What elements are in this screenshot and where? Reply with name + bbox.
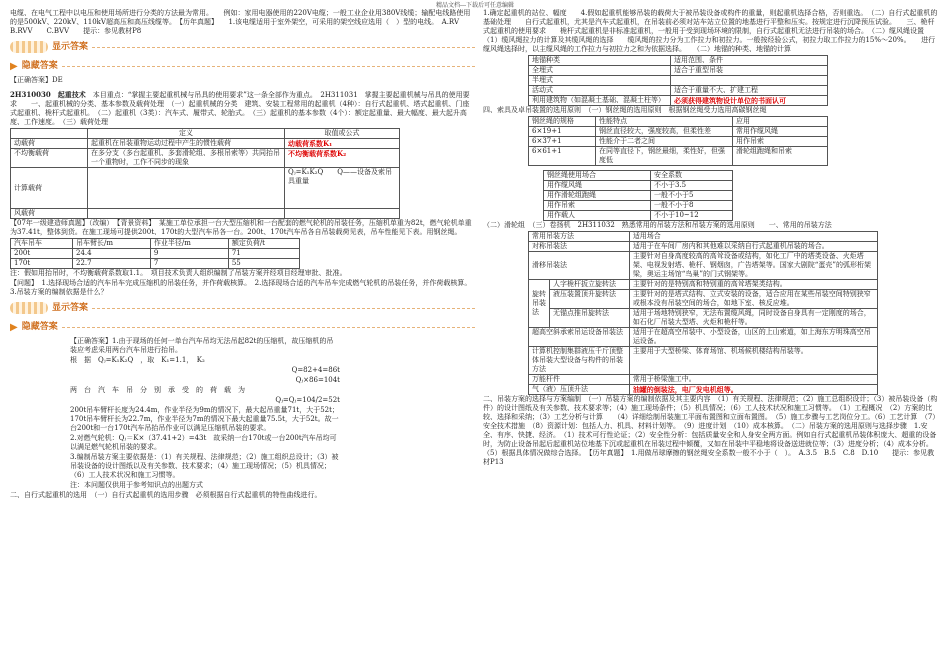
table-cell: 不小于10~12 bbox=[651, 211, 733, 221]
table-header-cell: 额定负荷/t bbox=[228, 239, 299, 249]
wire-rope-table bbox=[528, 116, 828, 166]
ornament-icon bbox=[10, 41, 48, 53]
section-paragraph bbox=[10, 90, 475, 127]
question-paragraph: 【问题】 1.选择现场合适的汽车吊车完成压缩机的吊装任务，并作荷载核算。 2.选择现场合适的汽车吊车完成燃气轮机的吊装任务，并作荷载核算。 3.吊装方案的编制依据是什么？ bbox=[10, 279, 475, 296]
crane-table bbox=[10, 238, 300, 269]
table-header-cell: 适用场合 bbox=[629, 232, 877, 242]
table-cell: 170t bbox=[11, 259, 73, 269]
case-paragraph: 【07年一级建造师真题】（改编） 【背景资料】 某施工单位承担一台大型压缩机和一台配套的燃气轮机的吊装任务，压缩机单重为82t，燃气轮机单重为37.41t，整体到货。在施工现场可提供200t、170t的大型汽车吊各一台。200t、170t汽车吊各自吊装载荷见表，吊车性能见下表。用钢丝绳。 bbox=[10, 219, 472, 236]
table-row bbox=[11, 168, 400, 209]
table-header-cell: 应用 bbox=[733, 117, 828, 127]
table-header-cell: 定义 bbox=[88, 129, 285, 139]
table-cell: 油罐的倒装法，电厂发电机组等。 bbox=[629, 385, 877, 395]
section-paragraph: （二）滑轮组 （三）卷扬机 2H311032 熟悉常用的吊装方法和吊装方案的选用原则 一、常用的吊装方法 bbox=[483, 221, 832, 229]
divider bbox=[62, 327, 475, 328]
safety-factor-table bbox=[543, 170, 733, 221]
table-cell: 主要用于大型桥梁、体育场馆、机场候机楼结构吊装等。 bbox=[629, 347, 877, 375]
table-header-cell: 取值或公式 bbox=[285, 129, 400, 139]
table-row bbox=[529, 76, 828, 86]
table-row bbox=[11, 209, 400, 219]
table-header-cell: 性能特点 bbox=[596, 117, 733, 127]
table-cell: 不均衡载荷系数K₂ bbox=[285, 149, 400, 168]
table-cell: 71 bbox=[228, 249, 299, 259]
table-row bbox=[529, 375, 878, 385]
right-column bbox=[483, 9, 938, 468]
table-cell: 适合于重量不大、扩建工程 bbox=[671, 86, 828, 96]
table-cell: 活动式 bbox=[529, 86, 671, 96]
table-header-row bbox=[11, 129, 400, 139]
table-cell: 适用于在车间厂房内和其他难以采纳自行式起重机吊装的场合。 bbox=[629, 242, 877, 252]
answer-line: 【正确答案】1.由于现场的任何一单台汽车吊均无法吊起82t的压缩机，故压缩机的吊装应考虑采用两台汽车吊进行抬吊。 bbox=[70, 337, 334, 354]
section-body: 本目重点：“掌握主要起重机械与吊具的使用要求”这一条全部作为重点。 2H311031 掌握主要起重机械与吊具的使用要求 一、起重机械的分类、基本参数及载荷处理 （一）起重机械的分类 建筑、安装工程常用的起重机（4种）：自行式起重机、塔式起重机、门座式起重机、桅杆式起重机。 （二）起重机（3类）：汽车式、履带式、轮胎式。 （三）起重机的基本参数（4个）：额定起重量、最大幅度、最大起升高度、工作速度。 （三）载荷处理 bbox=[10, 91, 470, 126]
table-row bbox=[544, 201, 733, 211]
section-paragraph: 四、索具及卓吊装置的选用原则 （一）钢丝绳的选用原则 根据钢丝绳受力选用高碳钢丝绳 bbox=[483, 106, 767, 114]
hide-answer-banner[interactable] bbox=[10, 58, 475, 74]
table-header-row bbox=[529, 56, 828, 66]
table-header-cell: 吊车臂长/m bbox=[72, 239, 150, 249]
table-cell: Qⱼ=K₁K₂Q Q——设备及索吊具重量 bbox=[285, 168, 400, 209]
left-column bbox=[10, 9, 475, 501]
table-row bbox=[529, 137, 828, 147]
answer-block bbox=[10, 337, 340, 490]
table-cell: 用作吊索 bbox=[544, 201, 651, 211]
table-cell: 半埋式 bbox=[529, 76, 671, 86]
section-paragraph: 二、自行式起重机的选用 （一）自行式起重机的选用步骤 必须根据自行式起重机的特性曲线进行。 bbox=[10, 491, 322, 499]
table-header-cell: 汽车吊车 bbox=[11, 239, 73, 249]
table-row bbox=[529, 252, 878, 280]
table-cell: 对称吊装法 bbox=[529, 242, 630, 252]
table-cell: 气（液）压顶升法 bbox=[529, 385, 630, 395]
table-cell: 不小于3.5 bbox=[651, 181, 733, 191]
table-cell: 主要针对自身高度较高的高耸设备或结构，如化工厂中的塔类设备、火炬塔架、电视发射塔、桅杆、钢烟囱，广告塔架等。国家大剧院“蛋壳”的弧形桁架梁，奥运主场馆“鸟巢”的门式钢架等。 bbox=[629, 252, 877, 280]
table-cell: 用作吊索 bbox=[733, 137, 828, 147]
table-cell: 9 bbox=[150, 249, 228, 259]
table-cell: 用作缆风绳 bbox=[544, 181, 651, 191]
table-row bbox=[529, 86, 828, 96]
table-cell bbox=[671, 76, 828, 86]
table-cell: 滑移吊装法 bbox=[529, 252, 630, 280]
collapse-icon: ▶ bbox=[10, 60, 18, 72]
table-cell: 一般不小于5 bbox=[651, 191, 733, 201]
show-answer-label: 显示答案 bbox=[52, 302, 89, 313]
show-answer-banner[interactable] bbox=[10, 39, 475, 55]
answer-text: 【正确答案】DE bbox=[10, 76, 63, 84]
page-header: 精品文档---下载后可任意编辑 bbox=[435, 2, 515, 9]
answer-line: 3.编制吊装方案主要依据是：（1）有关规程、法律规范；（2）施工组织总设计；（3）被吊装设备的设计图纸以及有关参数、技术要求；（4）施工现场情况；（5）机具情况；（6）工人技术状况和施工习惯等。 bbox=[70, 453, 339, 479]
table-header-cell: 作业半径/m bbox=[150, 239, 228, 249]
table-header-cell: 钢丝绳的规格 bbox=[529, 117, 596, 127]
table-cell: 55 bbox=[228, 259, 299, 269]
table-cell: 6×19+1 bbox=[529, 127, 596, 137]
divider bbox=[92, 47, 475, 48]
section-title: 2H310030 起重技术 bbox=[10, 90, 86, 99]
table-cell: 计算机控制集群液压千斤顶整体吊装大型设备与构件的吊装方法 bbox=[529, 347, 630, 375]
divider bbox=[92, 308, 475, 309]
table-row bbox=[544, 211, 733, 221]
hide-answer-label: 隐藏答案 bbox=[21, 321, 58, 332]
table-cell: 旋转吊装法 bbox=[529, 280, 550, 328]
table-row bbox=[11, 259, 300, 269]
table-header-cell: 常用吊装方法 bbox=[529, 232, 630, 242]
table-row bbox=[544, 181, 733, 191]
table-cell: 在多分支（多台起重机、多套滑轮组、多根吊索等）共同抬吊一个重物时，工作不同步的现象 bbox=[88, 149, 285, 168]
table-cell: 性能介于二者之间 bbox=[596, 137, 733, 147]
table-cell: 动载荷 bbox=[11, 139, 88, 149]
table-cell: 在同等直径下，钢丝最细，柔性好，但强度低 bbox=[596, 147, 733, 166]
table-cell: 常用作缆风绳 bbox=[733, 127, 828, 137]
table-cell: 超高空斜承索吊运设备吊装法 bbox=[529, 328, 630, 347]
table-cell: 主要针对的是特别高和特别重的高耸塔架类结构。 bbox=[629, 280, 877, 290]
table-header-cell bbox=[11, 129, 88, 139]
load-table bbox=[10, 128, 400, 219]
table-row bbox=[529, 328, 878, 347]
table-cell: 无锚点推吊旋转法 bbox=[550, 309, 630, 328]
table-cell: 起重机在吊装重物运动过程中产生的惯性载荷 bbox=[88, 139, 285, 149]
table-header-row bbox=[544, 171, 733, 181]
table-cell: 7 bbox=[150, 259, 228, 269]
table-row bbox=[529, 290, 878, 309]
table-cell: 6×37+1 bbox=[529, 137, 596, 147]
hide-answer-banner[interactable] bbox=[10, 319, 475, 335]
table-header-row bbox=[11, 239, 300, 249]
table-cell: 用作载人 bbox=[544, 211, 651, 221]
table-row bbox=[529, 66, 828, 76]
table-row bbox=[11, 149, 400, 168]
table-cell: 液压装置顶升旋转法 bbox=[550, 290, 630, 309]
show-answer-label: 显示答案 bbox=[52, 41, 89, 52]
table-row bbox=[529, 309, 878, 328]
table-row bbox=[529, 385, 878, 395]
table-row bbox=[529, 127, 828, 137]
ornament-icon bbox=[10, 302, 48, 314]
hide-answer-label: 隐藏答案 bbox=[21, 60, 58, 71]
show-answer-banner[interactable] bbox=[10, 300, 475, 316]
anchor-table bbox=[528, 55, 828, 106]
table-header-row bbox=[529, 232, 878, 242]
table-row bbox=[529, 280, 878, 290]
table-cell: 不均衡载荷 bbox=[11, 149, 88, 168]
table-row bbox=[544, 191, 733, 201]
table-cell: 动载荷系数K₁ bbox=[285, 139, 400, 149]
answer-line: Qⱼ=Qⱼ=104/2=52t bbox=[275, 396, 340, 404]
table-cell: 适用于在超高空吊装中、小型设备，山区的上山索道，如上海东方明珠高空吊运设备。 bbox=[629, 328, 877, 347]
table-header-row bbox=[529, 117, 828, 127]
divider bbox=[62, 66, 475, 67]
table-cell bbox=[285, 209, 400, 219]
table-cell: 22.7 bbox=[72, 259, 150, 269]
table-cell bbox=[88, 209, 285, 219]
table-cell: 人字桅杆扳立旋转法 bbox=[550, 280, 630, 290]
answer-line: Qⱼ×86=104t bbox=[295, 376, 340, 384]
table-cell: 6×61+1 bbox=[529, 147, 596, 166]
table-cell: 适合于重型吊装 bbox=[671, 66, 828, 76]
answer-line: Q=82+4=86t bbox=[291, 366, 340, 374]
table-header-cell: 适用范围、条件 bbox=[671, 56, 828, 66]
table-cell: 利用建筑物（如混凝土基础、混凝土柱等） bbox=[529, 96, 671, 106]
table-header-cell: 钢丝绳使用场合 bbox=[544, 171, 651, 181]
table-header-cell: 地锚种类 bbox=[529, 56, 671, 66]
table-header-cell: 安全系数 bbox=[651, 171, 733, 181]
answer-line: 200t吊车臂杆长度为24.4m，作业半径为9m的情况下，最大起吊重量71t，大于52t；170t吊车臂杆长为22.7m，作业半径为7m的情况下最大起重量75.5t，大于52t。故一台200t和一台170t汽车吊抬吊作业可以满足压缩机吊装的要求。 bbox=[70, 406, 339, 432]
table-cell bbox=[88, 168, 285, 209]
table-row bbox=[11, 249, 300, 259]
table-cell: 适用于场地特别狭窄，无法布置缆风绳，同时设备自身具有一定刚度的场合，如石化厂吊装大型塔、火炬和桅杆等。 bbox=[629, 309, 877, 328]
table-cell: 24.4 bbox=[72, 249, 150, 259]
answer-line: 两台汽车吊分别承受的荷载为 bbox=[70, 386, 252, 394]
table-cell: 一般不小于8 bbox=[651, 201, 733, 211]
answer-line: 2.对燃气轮机：Qⱼ＝K×（37.41+2）=43t 故采纳一台170t或一台200t汽车吊均可以满足燃气轮机吊装的要求。 bbox=[70, 434, 337, 451]
closing-paragraph: 二、吊装方案的选择与方案编制 （一）吊装方案的编制依据及其主要内容 （1）有关规程、法律规范；（2）施工总组织设计；（3）被吊装设备（构件）的设计图纸及有关参数、技术要求等；（4）施工现场条件；（5）机具情况；（6）工人技术状况和施工习惯等。 （1）工程概况 （2）方案的比较、选择和采纳；（3）工艺分析与计算 （4）详细绘制吊装施工平面布置图和立面布置图。 （5）施工步骤与工艺岗位分工。（6）工艺计算 （7）安全技术措施 （8）资源计划：包括人力、机具、材料计划等。 （9）进度计划 （10）成本核算。 （二）吊装方案的选用原则与选择步骤 1.安全、有序、快捷、经济。 （1）技术可行性论证；（2）安全性分析：包括质量安全和人身安全两方面。例如自行式起重机吊装体积庞大、超重的设备时，为防止设备吊起后起重机站位地基下沉或起重机在吊装过程中倾覆，又如在吊装中平稳地将设备送进就位等；（3）进度分析；（4）成本分析。（5）根据具体情况做综合选择。 【历年真题】 1.用做吊球摩擦的钢丝绳安全系数一般不小于（ ）。 A.3.5 B.5 C.8 D.10 提示：参见教材P13 bbox=[483, 395, 938, 466]
answer-line: 根 据 Qⱼ=K₁K₂Q ，取 K₁=1.1， K₂ bbox=[70, 356, 205, 364]
table-row bbox=[11, 139, 400, 149]
table-cell: 常用于桥梁施工中。 bbox=[629, 375, 877, 385]
table-cell: 钢丝直径较大，强度较高，但柔性差 bbox=[596, 127, 733, 137]
table-cell: 用作滑轮组跑绳 bbox=[544, 191, 651, 201]
table-cell: 万能杆件 bbox=[529, 375, 630, 385]
table-cell: 计算载荷 bbox=[11, 168, 88, 209]
table-row bbox=[529, 242, 878, 252]
table-cell: 200t bbox=[11, 249, 73, 259]
note-paragraph: 注：假如用抬吊时，不均衡载荷系数取1.1。 项目技术负责人组织编制了吊装方案并经项目经理审批、批准。 bbox=[10, 269, 347, 277]
collapse-icon: ▶ bbox=[10, 321, 18, 333]
table-cell: 滑轮组跑绳和吊索 bbox=[733, 147, 828, 166]
table-row bbox=[529, 96, 828, 106]
table-cell: 风载荷 bbox=[11, 209, 88, 219]
table-cell: 全埋式 bbox=[529, 66, 671, 76]
table-cell: 必须获得建筑物设计单位的书面认可 bbox=[671, 96, 828, 106]
table-row bbox=[529, 347, 878, 375]
lifting-method-table bbox=[528, 231, 878, 395]
table-row bbox=[529, 147, 828, 166]
answer-line: 注：本问题仅供用于参考知识点的出题方式 bbox=[70, 481, 203, 489]
table-cell: 主要针对的是塔式结构、立式安装的设备，适合应用在某些吊装空间特别狭窄或根本没有吊装空间的场合，如地下室、核反应堆。 bbox=[629, 290, 877, 309]
intro-paragraph: 1.确定起重机的站位、幅度 4.假如起重机能够吊装的载荷大于被吊装设备或构件的重量，则起重机选择合格，否则重选。 （二）自行式起重机的基础处理 自行式起重机，尤其是汽车式起重机，在吊装前必须对站车站立位置的地基进行平整和压实。按规定进行沉降预压试验。 三、桅杆式起重机的使用要求 桅杆式起重机是非标准起重机，一般用于受到现场环境的限制，自行式起重机无法进行吊装的场合。 （二）缆风绳设置 （1）缆风绳拉力的计算及其缆风绳的选择 缆风绳的拉力分为工作拉力和初拉力。一般按经验公式，初拉力取工作拉力的15%～20%。 进行缆风绳选择时，以主缆风绳的工作拉力与初拉力之和为依据选择。 （二）地锚的种类、地锚的计算 bbox=[483, 9, 938, 53]
intro-paragraph: 电缆、在电气工程中以电压和使用场所进行分类的方法最为常用。 例如：家用电器使用的220V电缆；一般工业企业用380V线缆；输配电线路使用的是500kV、220kV、110kV超高压和高压线缆等。 【历年真题】 1.该电缆适用于室外架空，可采用的架空线应选用（ ）型的电线。 A.RV B.RVV C.BVV 提示：参见教材P8 bbox=[10, 9, 474, 35]
